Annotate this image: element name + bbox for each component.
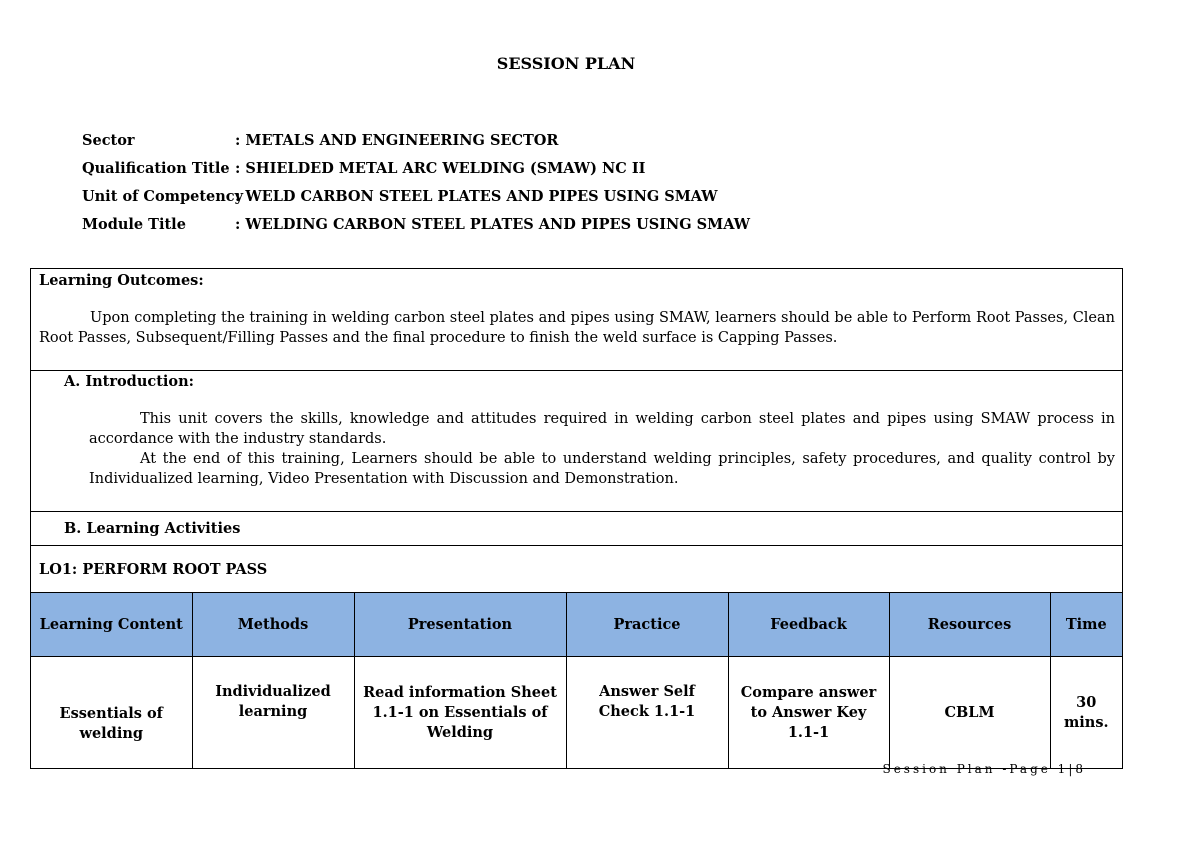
- sector-value: : METALS AND ENGINEERING SECTOR: [235, 131, 559, 149]
- header-time: Time: [1050, 593, 1122, 657]
- header-presentation: Presentation: [354, 593, 566, 657]
- meta-block: [82, 126, 750, 238]
- header-methods: Methods: [192, 593, 354, 657]
- introduction-heading: A. Introduction:: [64, 373, 194, 390]
- learning-outcomes-section: [31, 269, 1122, 371]
- cell-resources: CBLM: [889, 657, 1050, 769]
- cell-feedback: Compare answer to Answer Key 1.1-1: [728, 657, 889, 769]
- introduction-paragraph-1: This unit covers the skills, knowledge and attitudes required in welding carbon steel plates and pipes using SMAW process in accordance with the industry standards.: [89, 411, 1115, 447]
- sector-label: Sector: [82, 131, 135, 149]
- header-feedback: Feedback: [728, 593, 889, 657]
- page-footer: Session Plan -Page 1|8: [882, 762, 1086, 776]
- table-header-row: [31, 593, 1122, 657]
- learning-outcomes-heading: Learning Outcomes:: [39, 272, 204, 289]
- module-label: Module Title: [82, 215, 186, 233]
- cell-time: 30 mins.: [1050, 657, 1122, 769]
- meta-row-sector: [82, 126, 750, 154]
- page-title: SESSION PLAN: [496, 54, 636, 73]
- qualification-label: Qualification Title: [82, 159, 230, 177]
- meta-row-module: [82, 210, 750, 238]
- learning-outcomes-text: Upon completing the training in welding carbon steel plates and pipes using SMAW, learners should be able to Perform Root Passes, Clean Root Passes, Subsequent/Filling Passes and the final procedure to finish the weld surface is Capping Passes.: [39, 310, 1115, 346]
- cell-learning-content: Essentials of welding: [31, 657, 192, 769]
- qualification-value: : SHIELDED METAL ARC WELDING (SMAW) NC II: [235, 159, 646, 177]
- meta-row-qualification: [82, 154, 750, 182]
- unit-value: : WELD CARBON STEEL PLATES AND PIPES USING SMAW: [235, 187, 718, 205]
- cell-presentation: Read information Sheet 1.1-1 on Essentials of Welding: [354, 657, 566, 769]
- learning-activities-heading: B. Learning Activities: [31, 512, 1122, 546]
- lo1-heading: LO1: PERFORM ROOT PASS: [31, 546, 1122, 593]
- unit-label: Unit of Competency: [82, 187, 244, 205]
- header-practice: Practice: [566, 593, 728, 657]
- header-resources: Resources: [889, 593, 1050, 657]
- module-value: : WELDING CARBON STEEL PLATES AND PIPES USING SMAW: [235, 215, 751, 233]
- session-frame: [30, 268, 1123, 769]
- introduction-section: [31, 371, 1122, 512]
- learning-activities-table: [31, 593, 1122, 768]
- introduction-paragraph-2: At the end of this training, Learners should be able to understand welding principles, safety procedures, and quality control by Individualized learning, Video Presentation with Discussion and Demonstration.: [89, 451, 1115, 487]
- cell-practice: Answer Self Check 1.1-1: [566, 657, 728, 769]
- header-learning-content: Learning Content: [31, 593, 192, 657]
- cell-methods: Individualized learning: [192, 657, 354, 769]
- meta-row-unit: [82, 182, 750, 210]
- table-row: [31, 657, 1122, 769]
